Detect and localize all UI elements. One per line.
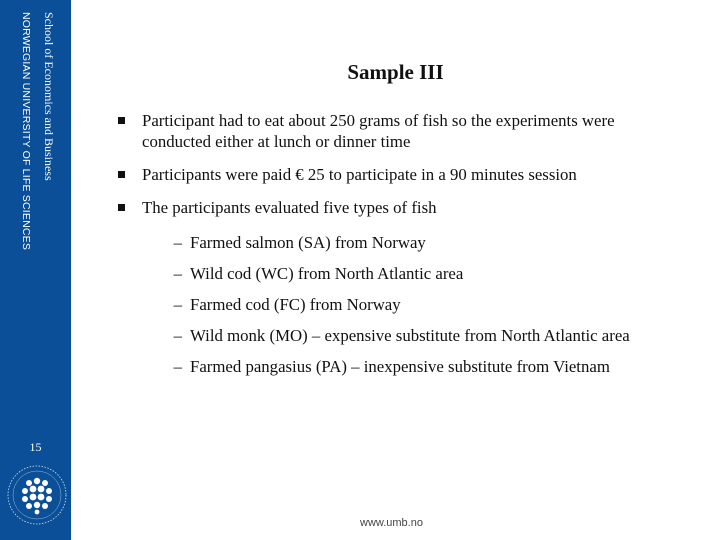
dash-marker: – <box>173 233 182 252</box>
footer-url[interactable]: www.umb.no <box>360 517 423 529</box>
bullet-text: Participant had to eat about 250 grams of fish so the experiments were conducted either at lunch or dinner time <box>142 111 615 151</box>
sub-item <box>142 356 678 377</box>
dash-marker: – <box>173 326 182 345</box>
dash-marker: – <box>173 357 182 376</box>
dash-marker: – <box>173 264 182 283</box>
sub-item-text: Wild cod (WC) from North Atlantic area <box>190 264 464 283</box>
sub-item-text: Farmed pangasius (PA) – inexpensive substitute from Vietnam <box>190 357 610 376</box>
university-seal-icon <box>5 463 69 527</box>
bullet-text: The participants evaluated five types of fish <box>142 198 437 217</box>
sub-item-text: Farmed salmon (SA) from Norway <box>190 233 426 252</box>
dash-marker: – <box>173 295 182 314</box>
bullet-text: Participants were paid € 25 to participate in a 90 minutes session <box>142 165 577 184</box>
sub-item-text: Farmed cod (FC) from Norway <box>190 295 401 314</box>
square-bullet-icon <box>118 171 125 178</box>
square-bullet-icon <box>118 117 125 124</box>
sub-item-text: Wild monk (MO) – expensive substitute from North Atlantic area <box>190 326 630 345</box>
bullet-item <box>118 197 678 218</box>
sub-item <box>142 325 678 346</box>
page-number: 15 <box>29 440 42 454</box>
sub-item <box>142 232 678 253</box>
university-name: NORWEGIAN UNIVERSITY OF LIFE SCIENCES <box>20 12 32 251</box>
slide-title: Sample III <box>347 60 444 84</box>
bullet-item <box>118 164 678 185</box>
square-bullet-icon <box>118 204 125 211</box>
slide-content <box>118 110 678 387</box>
bullet-item <box>118 110 678 152</box>
sub-item <box>142 294 678 315</box>
school-name: School of Economics and Business <box>42 12 56 181</box>
sub-list <box>118 232 678 377</box>
sub-item <box>142 263 678 284</box>
sidebar <box>0 0 71 540</box>
